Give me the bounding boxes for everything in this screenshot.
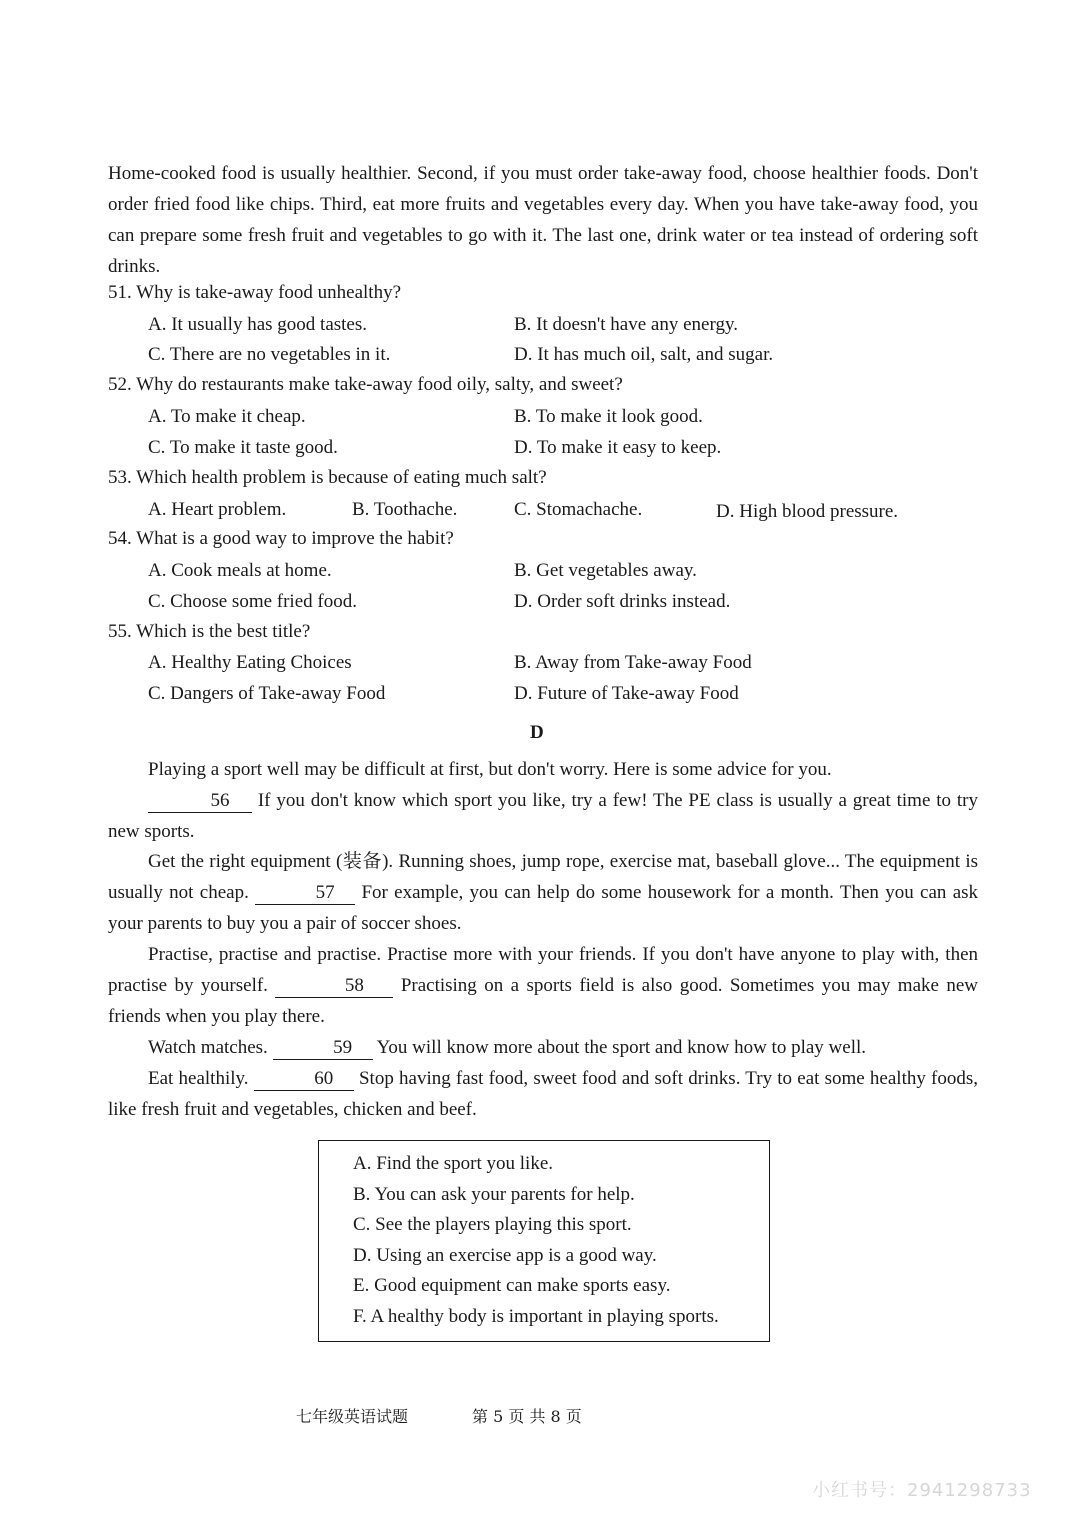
footer-subject: 七年级英语试题 [296,1407,409,1426]
choices-box [318,1140,770,1342]
question-52-stem: 52. Why do restaurants make take-away food oily, salty, and sweet? [108,374,623,395]
section-d-paragraph-2 [108,846,978,939]
choice-b: B. You can ask your parents for help. [353,1183,635,1205]
footer-page-number: 第 5 页 共 8 页 [472,1407,582,1426]
paragraph-4-before: Watch matches. [148,1037,268,1058]
question-53-option-a: A. Heart problem. [148,499,287,520]
paragraph-5-before: Eat healthily. [148,1068,249,1089]
section-d-paragraph-1 [108,785,978,847]
paragraph-5-after: Stop having fast food, sweet food and soft drinks. Try to eat some healthy foods, like fresh fruit and vegetables, chicken and beef. [108,1068,979,1120]
question-54-option-c: C. Choose some fried food. [148,591,357,612]
question-51-option-c: C. There are no vegetables in it. [148,344,391,365]
paragraph-2-before: Get the right equipment (装备). Running shoes, jump rope, exercise mat, baseball glove... The equipment is usually not cheap. [108,851,978,903]
choice-f: F. A healthy body is important in playing sports. [353,1305,719,1327]
question-55-option-c: C. Dangers of Take-away Food [148,683,386,704]
question-55-option-a: A. Healthy Eating Choices [148,652,352,673]
choice-c: C. See the players playing this sport. [353,1214,632,1235]
question-51-stem: 51. Why is take-away food unhealthy? [108,282,402,303]
paragraph-3-before: Practise, practise and practise. Practise more with your friends. If you don't have anyone to play with, then practise by yourself. [108,944,978,996]
question-52-option-b: B. To make it look good. [514,406,703,427]
section-d-paragraph-5 [108,1063,978,1125]
question-52-option-a: A. To make it cheap. [148,406,306,427]
question-52-option-d: D. To make it easy to keep. [514,437,722,458]
blank-59[interactable]: 59 [273,1037,373,1060]
section-d-intro: Playing a sport well may be difficult at first, but don't worry. Here is some advice for you. [148,759,832,780]
choice-e: E. Good equipment can make sports easy. [353,1275,671,1296]
question-54-option-b: B. Get vegetables away. [514,560,697,581]
question-51-option-b: B. It doesn't have any energy. [514,314,738,335]
question-54-stem: 54. What is a good way to improve the habit? [108,528,454,549]
blank-57[interactable]: 57 [255,882,355,905]
paragraph-4-after: You will know more about the sport and know how to play well. [376,1037,866,1058]
section-d-heading: D [530,722,544,743]
section-d-paragraph-4 [108,1032,978,1063]
question-52-option-c: C. To make it taste good. [148,437,338,458]
question-55-stem: 55. Which is the best title? [108,621,311,642]
question-53-option-c: C. Stomachache. [514,499,643,520]
blank-58[interactable]: 58 [275,975,393,998]
question-53-stem: 53. Which health problem is because of eating much salt? [108,467,547,488]
question-55-option-b: B. Away from Take-away Food [514,652,752,673]
blank-56[interactable]: 56 [148,790,252,813]
question-55-option-d: D. Future of Take-away Food [514,683,739,704]
paragraph-2-after: For example, you can help do some housework for a month. Then you can ask your parents to buy you a pair of soccer shoes. [108,882,979,934]
question-53-option-b: B. Toothache. [352,499,458,520]
paragraph-1-text: If you don't know which sport you like, try a few! The PE class is usually a great time to try new sports. [108,790,978,842]
question-54-option-d: D. Order soft drinks instead. [514,591,731,612]
question-54-option-a: A. Cook meals at home. [148,560,332,581]
choice-a: A. Find the sport you like. [353,1153,554,1174]
question-53-option-d: D. High blood pressure. [716,501,899,522]
choice-d: D. Using an exercise app is a good way. [353,1244,657,1266]
question-51-option-d: D. It has much oil, salt, and sugar. [514,344,774,365]
passage-c-ending: Home-cooked food is usually healthier. Second, if you must order take-away food, choose healthier foods. Don't order fried food like chips. Third, eat more fruits and vegetables every day. When you have take-away food, you can prepare some fresh fruit and vegetables to go with it. The last one, drink water or tea instead of ordering soft drinks. [108,163,978,277]
section-d-paragraph-3 [108,939,978,1032]
blank-60[interactable]: 60 [254,1068,354,1091]
watermark: 小红书号：2941298733 [812,1480,1032,1501]
paragraph-3-after: Practising on a sports field is also good. Sometimes you may make new friends when you play there. [108,975,979,1027]
question-51-option-a: A. It usually has good tastes. [148,314,368,335]
